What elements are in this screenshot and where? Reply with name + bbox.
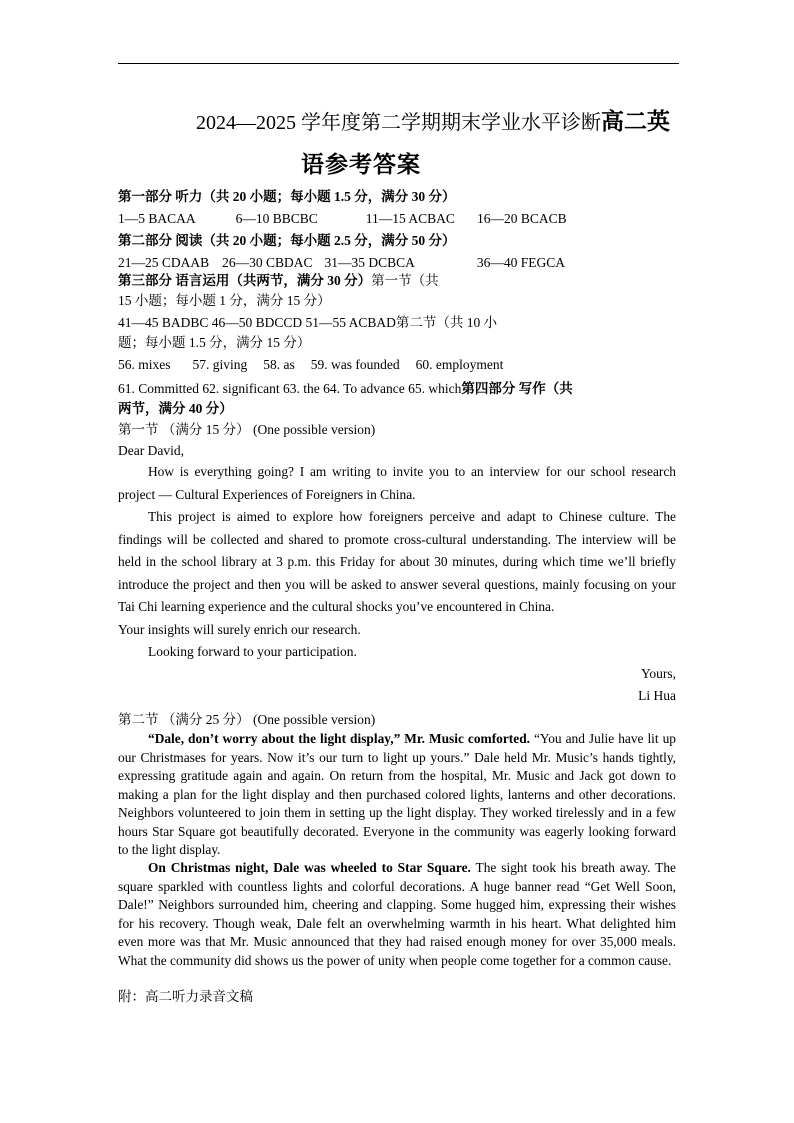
part2-answers: [118, 254, 565, 272]
title-bold: 高二英: [601, 109, 670, 134]
answer-group: 21—25 CDAAB: [118, 255, 210, 270]
doc-title-line2: 语参考答案: [301, 152, 421, 177]
part2-heading: 第二部分 阅读（共 20 小题；每小题 2.5 分，满分 50 分）: [118, 233, 456, 248]
letter-paragraph: How is everything going? I am writing to invite you to an interview for our school research project — Cultural Experiences of Foreigners in China.: [118, 464, 676, 502]
letter-paragraph: This project is aimed to explore how foreigners perceive and adapt to Chinese culture. The findings will be collected and shared to promote cross-cultural understanding. The interview will be held in the school library at 3 p.m. this Friday for about 30 minutes, during which time we’ll briefly introduce the project and then you will be asked to answer several questions, mainly focusing on your Tai Chi learning experience and the cultural shocks you’ve encountered in China.: [118, 509, 676, 614]
letter-paragraph: Looking forward to your participation.: [148, 644, 357, 659]
part4-section1-label: 第一节 （满分 15 分） (One possible version): [118, 422, 376, 437]
part3-answers1: 41—45 BADBC 46—50 BDCCD 51—55 ACBAD第二节（共 10 小: [118, 315, 498, 330]
letter-paragraph: Your insights will surely enrich our research.: [118, 622, 361, 637]
part4-heading: 两节，满分 40 分）: [118, 401, 233, 416]
letter-closing: Yours,: [640, 666, 676, 681]
answer-group: 11—15 ACBAC: [365, 211, 455, 226]
answer-group: 31—35 DCBCA: [324, 255, 415, 270]
header-rule: [118, 63, 679, 64]
answer-group: 16—20 BCACB: [476, 211, 567, 226]
answer-group: 36—40 FEGCA: [476, 255, 566, 270]
letter-greeting: Dear David,: [118, 443, 184, 458]
part3-section1-note: 15 小题；每小题 1 分，满分 15 分）: [118, 293, 331, 308]
part1-heading: 第一部分 听力（共 20 小题；每小题 1.5 分，满分 30 分）: [118, 189, 456, 204]
letter-signature: Li Hua: [638, 688, 676, 703]
appendix-label: 附：高二听力录音文稿: [118, 989, 253, 1004]
answer-group: 1—5 BACAA: [118, 211, 196, 226]
part3-answers2a: 56. mixes 57. giving 58. as 59. was founded 60. employment: [118, 357, 504, 372]
title-regular: 2024—2025 学年度第二学期期末学业水平诊断: [196, 112, 601, 134]
answer-group: 6—10 BBCBC: [235, 211, 318, 226]
story-paragraph: “Dale, don’t worry about the light display,” Mr. Music comforted. “You and Julie have lit up our Christmases for years. Now it’s our turn to light up yours.” Dale held Mr. Music’s hands tightly, expressing gratitude again and again. On return from the hospital, Mr. Music and Jack got down to making a plan for the light display and then purchased colored lights, lanterns and other decorations. Neighbors volunteered to join them in setting up the light display. They worked tirelessly and in a few hours Star Square got beautifully decorated. Everyone in the community was eagerly looking forward to the light display.: [118, 731, 676, 857]
answer-group: 26—30 CBDAC: [222, 255, 313, 270]
doc-title-line1: [196, 103, 670, 136]
part3-heading: 第三部分 语言运用（共两节，满分 30 分）第一节（共: [118, 273, 439, 288]
story-paragraph: On Christmas night, Dale was wheeled to Star Square. The sight took his breath away. The square sparkled with countless lights and colorful decorations. A huge banner read “Get Well Soon, Dale!” Neighbors surrounded him, cheering and clapping. Some hugged him, expressing their wishes for his recovery. Though weak, Dale felt an overwhelming warmth in his heart. What delighted him even more was that Mr. Music announced that they had raised enough money for over 35,000 meals. What the community did shows us the power of unity when people come together for a common cause.: [118, 860, 676, 968]
part3-section2-note: 题；每小题 1.5 分，满分 15 分）: [118, 335, 311, 350]
part3-answers2b: 61. Committed 62. significant 63. the 64. To advance 65. which第四部分 写作（共: [118, 381, 573, 396]
part1-answers: [118, 210, 567, 228]
part4-section2-label: 第二节 （满分 25 分） (One possible version): [118, 712, 376, 727]
